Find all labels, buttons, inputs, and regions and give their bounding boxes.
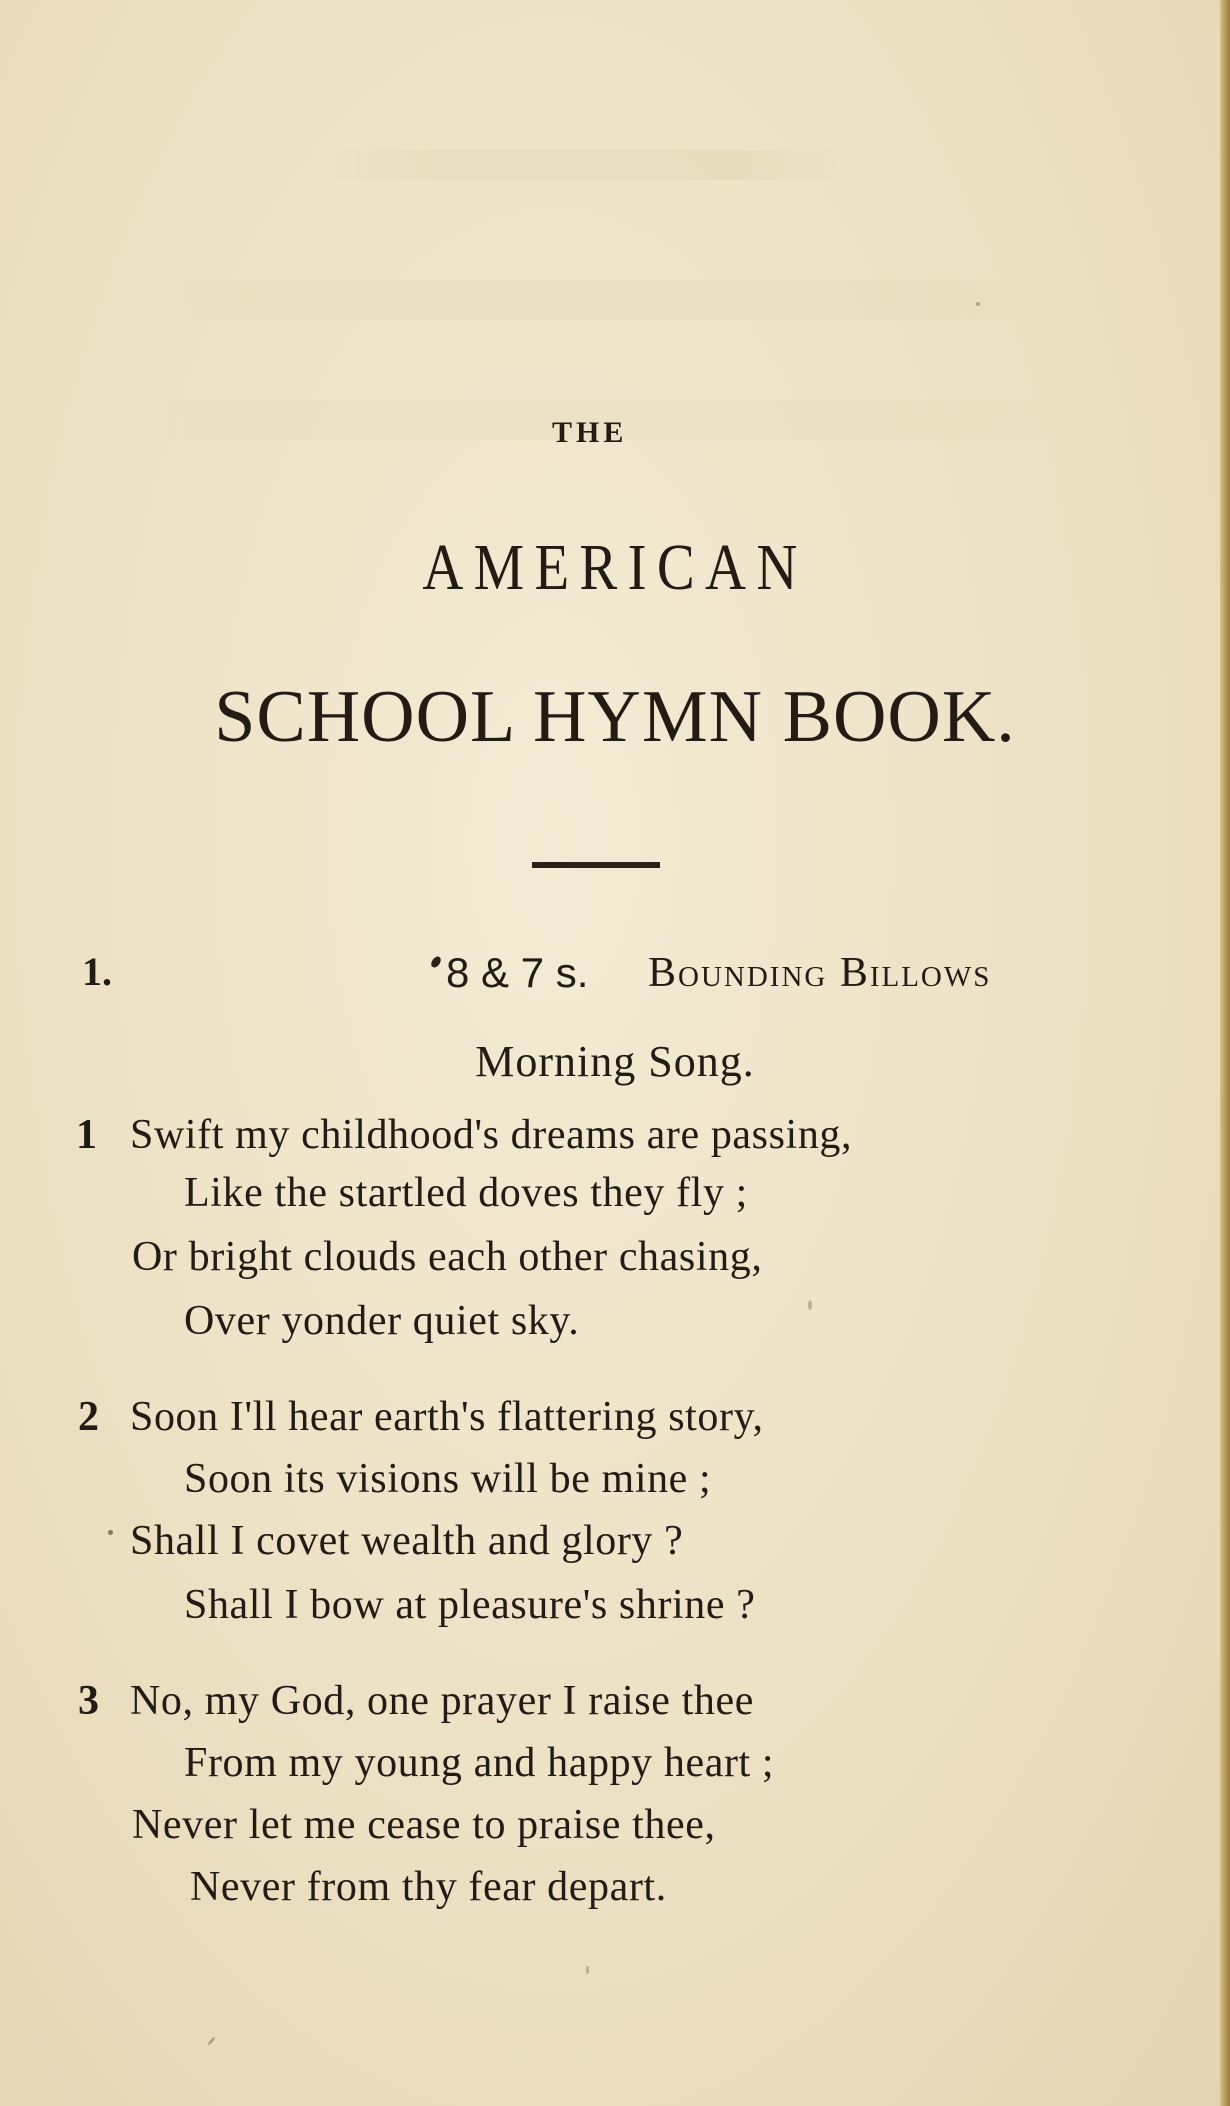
verse-line: Swift my childhood's dreams are passing, — [130, 1112, 853, 1158]
title-american: AMERICAN — [422, 531, 808, 604]
title-divider — [532, 862, 660, 868]
verse-number: 2 — [78, 1394, 99, 1440]
verse-number: 1 — [76, 1112, 97, 1158]
hymn-number: 1. — [82, 949, 112, 994]
verse-line: From my young and happy heart ; — [184, 1740, 775, 1786]
bleed-through-shadow — [330, 150, 850, 180]
verse-number: 3 — [78, 1678, 99, 1724]
verse-line: Soon I'll hear earth's flattering story, — [130, 1394, 764, 1440]
heading-the: THE — [552, 416, 628, 449]
title-school-hymn-book: SCHOOL HYMN BOOK. — [214, 676, 1016, 758]
ink-speck — [207, 2036, 216, 2046]
verse-line: Never let me cease to praise thee, — [132, 1802, 716, 1848]
ink-speck — [108, 1530, 113, 1535]
verse-line: Soon its visions will be mine ; — [184, 1456, 712, 1502]
ink-speck — [429, 955, 442, 969]
verse-line: Shall I bow at pleasure's shrine ? — [184, 1582, 756, 1628]
verse-line: Like the startled doves they fly ; — [184, 1170, 748, 1216]
verse-line: No, my God, one prayer I raise thee — [130, 1678, 754, 1724]
hymn-tune: Bounding Billows — [648, 950, 992, 996]
verse-line: Or bright clouds each other chasing, — [132, 1234, 763, 1280]
hymn-meter: 8 & 7 s. — [446, 949, 589, 996]
hymn-title: Morning Song. — [475, 1037, 755, 1086]
verse-line: Over yonder quiet sky. — [184, 1298, 580, 1344]
bleed-through-shadow — [140, 280, 1080, 320]
ink-speck — [586, 1966, 589, 1974]
verse-line: Never from thy fear depart. — [190, 1864, 667, 1910]
ink-speck — [808, 1300, 812, 1310]
verse-line: Shall I covet wealth and glory ? — [130, 1518, 684, 1564]
ink-speck — [976, 302, 980, 306]
